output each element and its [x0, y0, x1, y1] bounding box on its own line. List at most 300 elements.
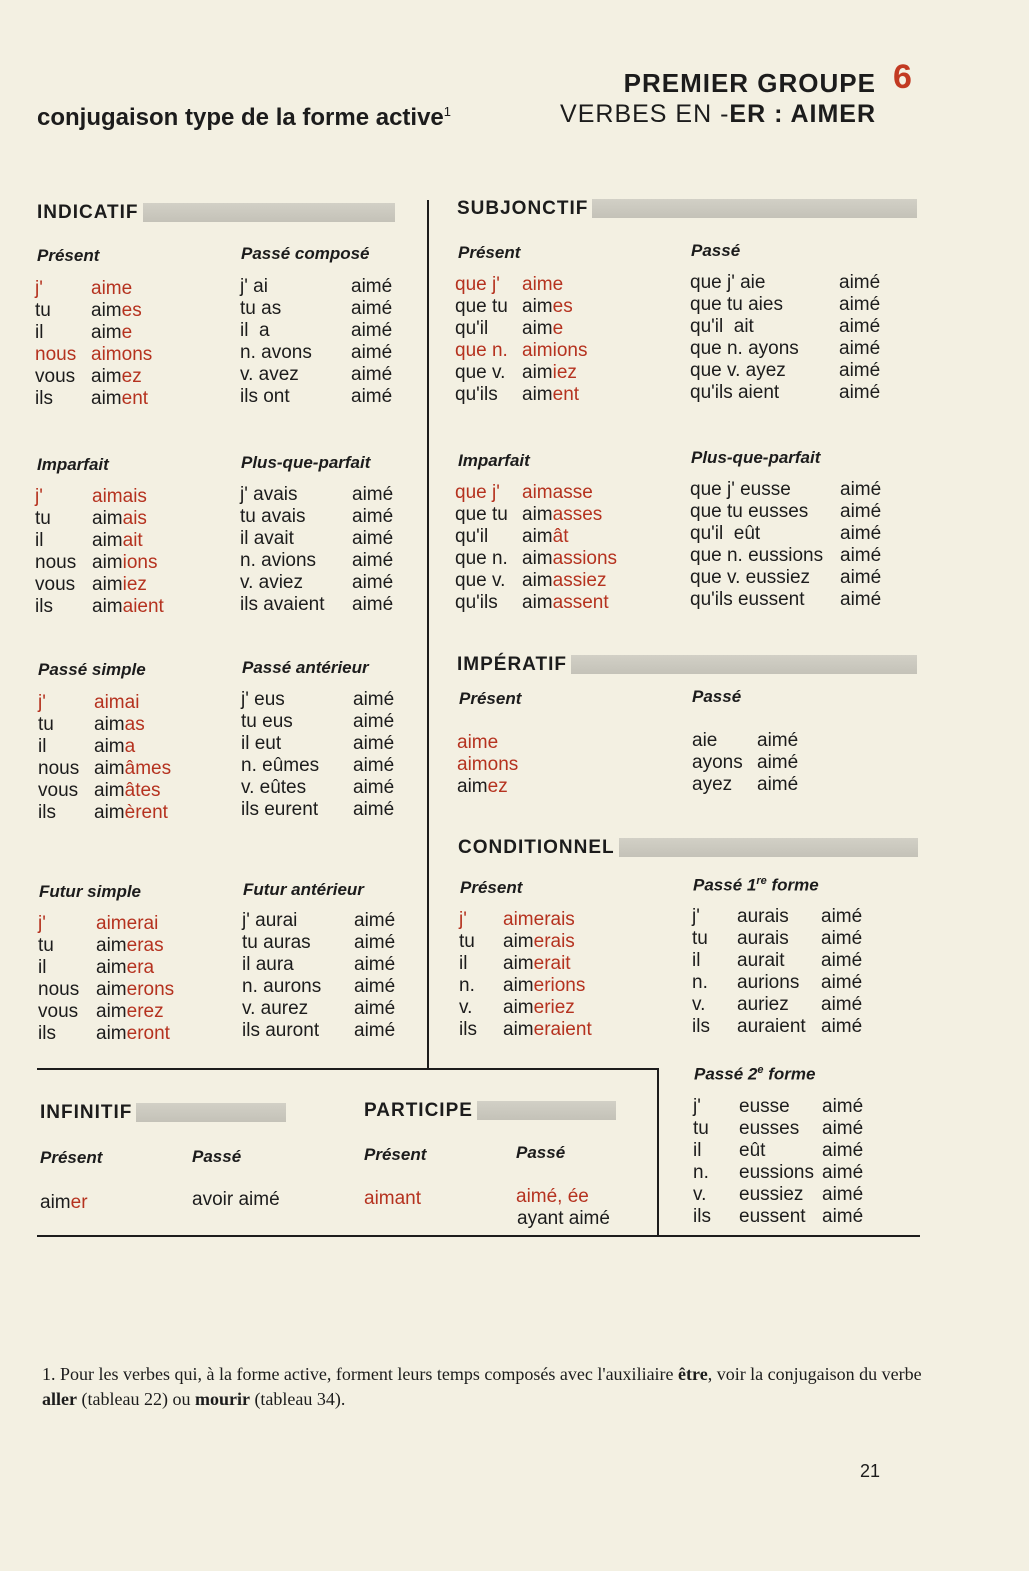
pronoun: tu: [38, 935, 54, 956]
past-participle: aimé: [821, 1016, 863, 1037]
conj-row: [692, 1016, 862, 1038]
imp-passe-block: [692, 730, 798, 796]
verb-ending: iez: [122, 574, 147, 595]
tense-label-futur-simple: Futur simple: [39, 882, 142, 901]
verb-root: aim: [94, 714, 125, 735]
conj-row: [240, 506, 393, 528]
auxiliary: qu'il ait: [690, 316, 754, 337]
conj-row: [240, 342, 392, 364]
pronoun: ils: [692, 1016, 710, 1037]
past-participle: aimé: [354, 954, 396, 975]
verb-ending: erait: [533, 953, 571, 974]
tense-label-subj-pqp: Plus-que-parfait: [691, 448, 821, 467]
conj-row: [692, 950, 862, 972]
past-participle: aimé: [821, 906, 863, 927]
past-participle: aimé: [352, 594, 394, 615]
conj-row: [38, 913, 174, 935]
conj-row: [455, 340, 587, 362]
auxiliary: j' ai: [240, 276, 268, 297]
conj-row: [455, 548, 617, 570]
past-participle: aimé: [822, 1118, 864, 1139]
conj-row: [35, 300, 152, 322]
past-participle: aimé: [822, 1140, 864, 1161]
conj-row: [692, 928, 862, 950]
verb-ending: e: [552, 318, 564, 339]
conj-row: [692, 774, 798, 796]
verb-ending: ent: [552, 384, 580, 405]
auxiliary: aurions: [737, 972, 800, 993]
auxiliary: que n. ayons: [690, 338, 799, 359]
past-participle: aimé: [757, 730, 799, 751]
auxiliary: tu auras: [242, 932, 311, 953]
past-participle: aimé: [821, 928, 863, 949]
bottom-box-right-rule: [657, 1068, 659, 1236]
pronoun: que j': [455, 274, 500, 295]
verb-root: aim: [91, 366, 122, 387]
past-participle: aimé: [840, 501, 882, 522]
past-participle: aimé: [354, 998, 396, 1019]
section-imperatif: IMPÉRATIF: [457, 655, 917, 674]
auxiliary: v. aviez: [240, 572, 304, 593]
conj-row: [242, 954, 395, 976]
auxiliary: qu'il eût: [690, 523, 761, 544]
verb-root: aim: [503, 953, 534, 974]
past-participle: aimé: [354, 976, 396, 997]
past-participle: aimé: [352, 506, 394, 527]
auxiliary: aurais: [737, 928, 789, 949]
past-participle: aimé: [354, 932, 396, 953]
verb-ending: es: [552, 296, 573, 317]
past-participle: aimé: [351, 342, 393, 363]
passe-simple-block: [38, 692, 171, 824]
conj-row: [240, 298, 392, 320]
conj-row: [690, 338, 880, 360]
pronoun: tu: [35, 300, 51, 321]
auxiliary: qu'ils aient: [690, 382, 780, 403]
tense-label-cond-passe1: Passé 1re forme: [693, 875, 819, 895]
verb-root: aim: [91, 278, 122, 299]
conj-row: [242, 976, 395, 998]
auxiliary: que n. eussions: [690, 545, 824, 566]
conj-row: [459, 931, 592, 953]
verb-ending: erais: [533, 909, 575, 930]
cond-passe2-block: [693, 1096, 863, 1228]
auxiliary: ayez: [692, 774, 733, 795]
group-title: PREMIER GROUPE: [623, 68, 876, 98]
verb-ending: âmes: [124, 758, 172, 779]
verb-ending: a: [124, 736, 136, 757]
conj-row: [241, 711, 394, 733]
pronoun: vous: [35, 574, 76, 595]
auxiliary: aurais: [737, 906, 789, 927]
auxiliary: ils auront: [242, 1020, 320, 1041]
verb-heading: [0, 100, 876, 129]
conj-row: [459, 953, 592, 975]
pronoun: tu: [692, 928, 708, 949]
conj-row: [35, 366, 152, 388]
past-participle: aimé: [352, 528, 394, 549]
subj-present-block: [455, 274, 587, 406]
tense-label-indicatif-imparfait: Imparfait: [37, 455, 109, 474]
pronoun: que tu: [455, 504, 508, 525]
auxiliary: il aura: [242, 954, 294, 975]
conj-row: [459, 1019, 592, 1041]
conj-row: [38, 692, 171, 714]
verb-ending: iez: [552, 362, 577, 383]
past-participle: aimé: [839, 338, 881, 359]
tense-label-imp-passe: Passé: [692, 687, 742, 706]
section-infinitif: INFINITIF: [40, 1103, 286, 1122]
verb-ending: ai: [124, 692, 140, 713]
pronoun: il: [692, 950, 701, 971]
conj-row: [690, 360, 880, 382]
cond-passe1-block: [692, 906, 862, 1038]
past-participle: aimé: [840, 545, 882, 566]
pronoun: il: [38, 957, 47, 978]
verb-root: aim: [92, 552, 123, 573]
conj-row: [693, 1184, 863, 1206]
conj-row: [240, 364, 392, 386]
verb-root: aim: [96, 1001, 127, 1022]
tense-label-subj-present: Présent: [458, 243, 521, 262]
conj-row: [241, 777, 394, 799]
pronoun: que v.: [455, 362, 506, 383]
auxiliary: ils avaient: [240, 594, 325, 615]
verb-root: aim: [92, 596, 123, 617]
tense-label-part-passe: Passé: [516, 1143, 566, 1162]
conj-row: [35, 596, 164, 618]
subj-imparfait-block: [455, 482, 617, 614]
conj-row: [241, 755, 394, 777]
passe-compose-block: [240, 276, 392, 408]
verb-root: aim: [522, 482, 553, 503]
verb-root: aim: [91, 344, 122, 365]
verb-ending: ions: [552, 340, 588, 361]
conj-row: [459, 909, 592, 931]
tense-label-imp-present: Présent: [459, 689, 522, 708]
auxiliary: n. eûmes: [241, 755, 320, 776]
pronoun: qu'il: [455, 318, 489, 339]
section-participe: PARTICIPE: [364, 1101, 616, 1120]
pronoun: n.: [459, 975, 475, 996]
past-participle: aimé: [352, 572, 394, 593]
tense-label-futur-anterieur: Futur antérieur: [243, 880, 364, 899]
pronoun: que tu: [455, 296, 508, 317]
auxiliary: v. avez: [240, 364, 299, 385]
verb-root: aim: [503, 1019, 534, 1040]
auxiliary: aurait: [737, 950, 785, 971]
pronoun: tu: [459, 931, 475, 952]
pronoun: que v.: [455, 570, 506, 591]
auxiliary: que v. eussiez: [690, 567, 811, 588]
verb-ending: ons: [487, 754, 519, 775]
auxiliary: j' avais: [240, 484, 298, 505]
conj-row: [692, 972, 862, 994]
cond-present-block: [459, 909, 592, 1041]
pronoun: qu'ils: [455, 592, 498, 613]
conj-row: [38, 802, 171, 824]
pronoun: nous: [38, 758, 80, 779]
pronoun: tu: [693, 1118, 709, 1139]
verb-root: aim: [96, 935, 127, 956]
tense-label-indicatif-pqp: Plus-que-parfait: [241, 453, 371, 472]
verb-root: aim: [94, 758, 125, 779]
conj-row: [35, 486, 164, 508]
verb-ending: assent: [552, 592, 609, 613]
section-subjonctif: SUBJONCTIF: [457, 199, 917, 218]
verb-ending: e: [121, 322, 133, 343]
past-participle: aimé: [353, 799, 395, 820]
conj-row: [38, 714, 171, 736]
verb-root: aim: [457, 754, 488, 775]
tense-label-part-present: Présent: [364, 1145, 427, 1164]
verb-root: aim: [94, 736, 125, 757]
conj-row: [457, 776, 518, 798]
pronoun: v.: [693, 1184, 707, 1205]
verb-root: aim: [503, 997, 534, 1018]
infinitif-present-value: aimer: [40, 1192, 88, 1213]
tense-label-inf-present: Présent: [40, 1148, 103, 1167]
past-participle: aimé: [757, 774, 799, 795]
conj-row: [693, 1162, 863, 1184]
verb-ending: eras: [126, 935, 164, 956]
pronoun: v.: [692, 994, 706, 1015]
tense-label-passe-anterieur: Passé antérieur: [242, 658, 369, 677]
verb-root: aim: [522, 362, 553, 383]
verb-ending: assiez: [552, 570, 607, 591]
verb-ending: erions: [533, 975, 586, 996]
conj-row: [242, 998, 395, 1020]
verb-ending: es: [121, 300, 142, 321]
pronoun: j': [38, 692, 46, 713]
conj-row: [690, 294, 880, 316]
pronoun: ils: [38, 1023, 56, 1044]
past-participle: aimé: [840, 589, 882, 610]
imp-present-block: [457, 732, 518, 798]
verb-root: aim: [96, 1023, 127, 1044]
conj-row: [240, 276, 392, 298]
tense-label-indicatif-present: Présent: [37, 246, 100, 265]
pronoun: vous: [38, 780, 79, 801]
verb-ending: ent: [121, 388, 149, 409]
verb-ending: as: [124, 714, 145, 735]
conj-row: [35, 344, 152, 366]
verb-ending: ions: [122, 552, 158, 573]
pronoun: que n.: [455, 340, 508, 361]
tense-label-cond-present: Présent: [460, 878, 523, 897]
auxiliary: tu eus: [241, 711, 293, 732]
conj-row: [455, 570, 617, 592]
verb-root: aim: [522, 592, 553, 613]
verb-ending: ât: [552, 526, 569, 547]
auxiliary: auraient: [737, 1016, 806, 1037]
conj-row: [693, 1140, 863, 1162]
auxiliary: que tu aies: [690, 294, 783, 315]
past-participle: aimé: [840, 523, 882, 544]
indicatif-pqp-block: [240, 484, 393, 616]
verb-ending: erez: [126, 1001, 164, 1022]
verb-ending: aient: [122, 596, 164, 617]
passe-anterieur-block: [241, 689, 394, 821]
conj-row: [692, 994, 862, 1016]
indicatif-imparfait-block: [35, 486, 164, 618]
table-number: 6: [893, 58, 912, 96]
verb-root: aim: [96, 979, 127, 1000]
past-participle: aimé: [840, 567, 882, 588]
conj-row: [693, 1096, 863, 1118]
verb-ending: ez: [121, 366, 142, 387]
verb-root: aim: [457, 732, 488, 753]
page-number: 21: [860, 1461, 881, 1481]
conj-row: [242, 1020, 395, 1042]
auxiliary: j' eus: [241, 689, 285, 710]
footnote-marker: 1: [443, 104, 452, 119]
conj-row: [455, 296, 587, 318]
pronoun: vous: [35, 366, 76, 387]
past-participle: aimé: [822, 1184, 864, 1205]
pronoun: vous: [38, 1001, 79, 1022]
verb-ending: ait: [122, 530, 143, 551]
verb-root: aim: [503, 909, 534, 930]
verb-ending: e: [487, 732, 499, 753]
verb-prefix: VERBES EN -: [560, 100, 730, 128]
conj-row: [38, 736, 171, 758]
verb-ending: era: [126, 957, 155, 978]
conj-row: [35, 574, 164, 596]
conj-row: [455, 362, 587, 384]
tense-label-passe-compose: Passé composé: [241, 244, 370, 263]
bottom-rule: [37, 1235, 920, 1237]
pronoun: nous: [35, 552, 77, 573]
conj-row: [690, 272, 880, 294]
auxiliary: il a: [240, 320, 270, 341]
past-participle: aimé: [353, 689, 395, 710]
auxiliary: eût: [739, 1140, 766, 1161]
auxiliary: que v. ayez: [690, 360, 786, 381]
past-participle: aimé: [821, 950, 863, 971]
conj-row: [240, 320, 392, 342]
auxiliary: eussiez: [739, 1184, 804, 1205]
auxiliary: il avait: [240, 528, 294, 549]
subj-passe-block: [690, 272, 880, 404]
verb-ending: ais: [122, 508, 147, 529]
conj-row: [692, 752, 798, 774]
verb-ending: erons: [126, 979, 175, 1000]
pronoun: j': [459, 909, 467, 930]
auxiliary: aie: [692, 730, 718, 751]
auxiliary: eussent: [739, 1206, 806, 1227]
tense-label-subj-imparfait: Imparfait: [458, 451, 530, 470]
conj-row: [690, 501, 881, 523]
past-participle: aimé: [353, 755, 395, 776]
conj-row: [693, 1118, 863, 1140]
verb-root: aim: [96, 957, 127, 978]
conj-row: [455, 274, 587, 296]
conj-row: [35, 552, 164, 574]
verb-ending: erai: [126, 913, 159, 934]
verb-ending: eront: [126, 1023, 170, 1044]
pronoun: nous: [35, 344, 77, 365]
verb-ending: eriez: [533, 997, 575, 1018]
past-participle: aimé: [351, 298, 393, 319]
verb-root: aim: [91, 388, 122, 409]
conj-row: [38, 1023, 174, 1045]
verb-root: aim: [457, 776, 488, 797]
section-conditionnel: CONDITIONNEL: [458, 838, 918, 857]
pronoun: il: [35, 530, 44, 551]
verb-root: aim: [92, 574, 123, 595]
conj-row: [242, 932, 395, 954]
conj-row: [457, 732, 518, 754]
pronoun: ils: [38, 802, 56, 823]
auxiliary: n. aurons: [242, 976, 322, 997]
futur-simple-block: [38, 913, 174, 1045]
conj-row: [240, 386, 392, 408]
section-indicatif: INDICATIF: [37, 203, 395, 222]
conj-row: [35, 508, 164, 530]
participe-passe-compound: ayant aimé: [517, 1208, 610, 1229]
tense-label-subj-passe: Passé: [691, 241, 741, 260]
pronoun: j': [35, 278, 43, 299]
auxiliary: ayons: [692, 752, 743, 773]
auxiliary: il eut: [241, 733, 282, 754]
conj-row: [455, 526, 617, 548]
auxiliary: que j' eusse: [690, 479, 791, 500]
verb-ending: âtes: [124, 780, 161, 801]
verb-root: aim: [91, 300, 122, 321]
past-participle: aimé: [757, 752, 799, 773]
conj-row: [690, 523, 881, 545]
pronoun: que j': [455, 482, 500, 503]
subtitle-text: conjugaison type de la forme active: [37, 104, 444, 131]
auxiliary: j' aurai: [242, 910, 298, 931]
bottom-box-top-rule: [37, 1068, 659, 1070]
indicatif-present-block: [35, 278, 152, 410]
auxiliary: eusse: [739, 1096, 790, 1117]
pronoun: il: [693, 1140, 702, 1161]
verb-root: aim: [522, 384, 553, 405]
verb-ending: èrent: [124, 802, 168, 823]
past-participle: aimé: [821, 972, 863, 993]
auxiliary: auriez: [737, 994, 789, 1015]
auxiliary: ils eurent: [241, 799, 319, 820]
conj-row: [240, 550, 393, 572]
tense-label-inf-passe: Passé: [192, 1147, 242, 1166]
pronoun: tu: [35, 508, 51, 529]
pronoun: j': [693, 1096, 701, 1117]
conj-row: [455, 318, 587, 340]
auxiliary: qu'ils eussent: [690, 589, 805, 610]
conj-row: [455, 384, 587, 406]
auxiliary: ils ont: [240, 386, 290, 407]
pronoun: ils: [693, 1206, 711, 1227]
auxiliary: n. avons: [240, 342, 312, 363]
auxiliary: tu avais: [240, 506, 306, 527]
pronoun: tu: [38, 714, 54, 735]
participe-passe-value: aimé, ée: [516, 1186, 589, 1207]
conj-row: [690, 316, 880, 338]
conj-row: [38, 979, 174, 1001]
conj-row: [240, 572, 393, 594]
pronoun: qu'il: [455, 526, 489, 547]
conj-row: [457, 754, 518, 776]
conj-row: [455, 592, 617, 614]
pronoun: que n.: [455, 548, 508, 569]
verb-ending: asse: [552, 482, 593, 503]
conj-row: [240, 594, 393, 616]
pronoun: qu'ils: [455, 384, 498, 405]
conj-row: [35, 322, 152, 344]
